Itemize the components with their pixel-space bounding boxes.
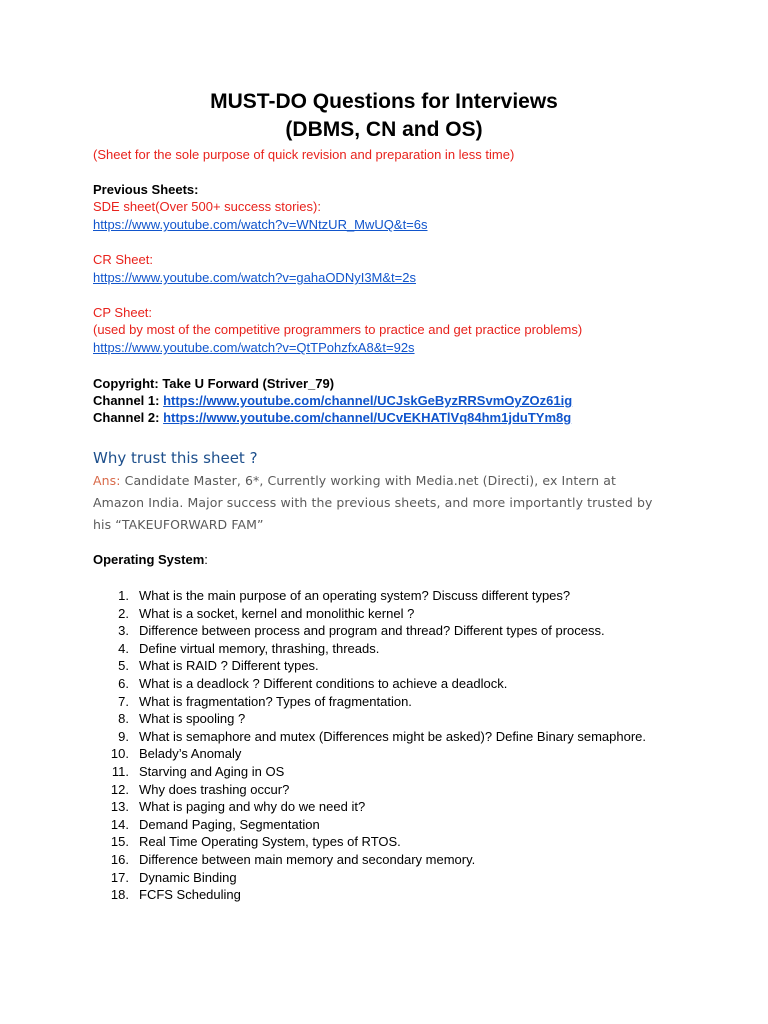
list-item-number: 3. (118, 623, 129, 639)
list-item-text: What is fragmentation? Types of fragmentation. (139, 693, 412, 709)
list-item-number: 18. (110, 887, 129, 903)
cr-sheet-link[interactable]: https://www.youtube.com/watch?v=gahaODNyI3M&t=2s (93, 270, 416, 285)
cp-sheet-link[interactable]: https://www.youtube.com/watch?v=QtTPohzfxA8&t=92s (93, 340, 415, 355)
list-item (93, 781, 653, 799)
list-item-number: 5. (118, 658, 129, 674)
list-item-text: What is paging and why do we need it? (139, 799, 366, 815)
list-item-text: Belady’s Anomaly (139, 746, 242, 762)
list-item (93, 816, 653, 834)
list-item (93, 587, 653, 605)
list-item (93, 763, 653, 781)
list-item-text: Dynamic Binding (139, 869, 237, 885)
list-item-text: Demand Paging, Segmentation (139, 816, 320, 832)
list-item-text: What is RAID ? Different types. (139, 658, 319, 674)
channel-2-row (93, 409, 571, 427)
os-heading-colon: : (204, 552, 208, 567)
list-item-text: What is spooling ? (139, 711, 246, 727)
channel-1-link[interactable]: https://www.youtube.com/channel/UCJskGeByzRRSvmOyZOz61ig (163, 393, 573, 408)
list-item (93, 833, 653, 851)
list-item-text: Define virtual memory, thrashing, threads. (139, 640, 380, 656)
list-item-text: What is a socket, kernel and monolithic kernel ? (139, 605, 415, 621)
list-item-text: Starving and Aging in OS (139, 763, 285, 779)
list-item-number: 10. (110, 746, 129, 762)
list-item-number: 1. (118, 588, 129, 603)
list-item (93, 640, 653, 658)
os-heading-text: Operating System (93, 552, 205, 567)
list-item-text: FCFS Scheduling (139, 887, 241, 903)
list-item-text: Difference between process and program and thread? Different types of process. (139, 623, 605, 639)
list-item-number: 11. (111, 763, 129, 779)
ans-label: Ans: (93, 473, 121, 488)
list-item-number: 15. (110, 834, 129, 850)
list-item-text: Real Time Operating System, types of RTOS. (139, 834, 401, 850)
list-item (93, 869, 653, 887)
sde-sheet-label: SDE sheet(Over 500+ success stories): (93, 199, 321, 214)
list-item-number: 2. (118, 605, 129, 621)
list-item (93, 745, 653, 763)
why-trust-answer (93, 470, 663, 536)
channel-2-link[interactable]: https://www.youtube.com/channel/UCvEKHATlVq84hm1jduTYm8g (163, 410, 572, 425)
list-item-text: What is the main purpose of an operating system? Discuss different types? (139, 588, 571, 603)
subtitle: (Sheet for the sole purpose of quick revision and preparation in less time) (93, 147, 515, 162)
cp-sheet-label: CP Sheet: (93, 305, 153, 320)
list-item-number: 9. (118, 728, 129, 744)
ans-text: Candidate Master, 6*, Currently working with Media.net (Directi), ex Intern at Amazon India. Major success with the previous sheets, and more importantly trusted by his “TAKEUFORWARD FAM” (93, 473, 653, 532)
channel-2-label: Channel 2: (93, 410, 164, 425)
cp-sheet-description: (used by most of the competitive programmers to practice and get practice problems) (93, 322, 583, 337)
list-item-text: Why does trashing occur? (139, 781, 290, 797)
list-item (93, 851, 653, 869)
channel-1-label: Channel 1: (93, 393, 164, 408)
list-item (93, 710, 653, 728)
list-item-number: 14. (110, 816, 129, 832)
list-item-number: 4. (118, 640, 129, 656)
list-item-number: 7. (118, 693, 129, 709)
operating-system-heading (93, 551, 208, 569)
list-item-number: 16. (110, 851, 129, 867)
list-item-number: 12. (110, 781, 129, 797)
list-item-number: 8. (118, 711, 129, 727)
list-item-number: 17. (110, 869, 129, 885)
copyright-text: Copyright: Take U Forward (Striver_79) (93, 376, 335, 391)
list-item (93, 657, 653, 675)
list-item-text: What is semaphore and mutex (Differences might be asked)? Define Binary semaphore. (139, 728, 647, 744)
cr-sheet-label: CR Sheet: (93, 252, 153, 267)
why-trust-heading: Why trust this sheet ? (93, 449, 258, 467)
list-item (93, 798, 653, 816)
list-item (93, 728, 653, 746)
page-title-line1: MUST-DO Questions for Interviews (210, 90, 558, 113)
list-item (93, 605, 653, 623)
os-question-list (93, 587, 653, 904)
page-title-line2: (DBMS, CN and OS) (285, 118, 483, 141)
sde-sheet-link[interactable]: https://www.youtube.com/watch?v=WNtzUR_MwUQ&t=6s (93, 217, 428, 232)
list-item-text: What is a deadlock ? Different conditions to achieve a deadlock. (139, 675, 508, 691)
list-item (93, 693, 653, 711)
channel-1-row (93, 392, 572, 410)
list-item-text: Difference between main memory and secondary memory. (139, 851, 476, 867)
list-item-number: 13. (110, 799, 129, 815)
list-item (93, 622, 653, 640)
list-item (93, 675, 653, 693)
previous-sheets-heading: Previous Sheets: (93, 182, 199, 197)
list-item-number: 6. (118, 675, 129, 691)
list-item (93, 886, 653, 904)
